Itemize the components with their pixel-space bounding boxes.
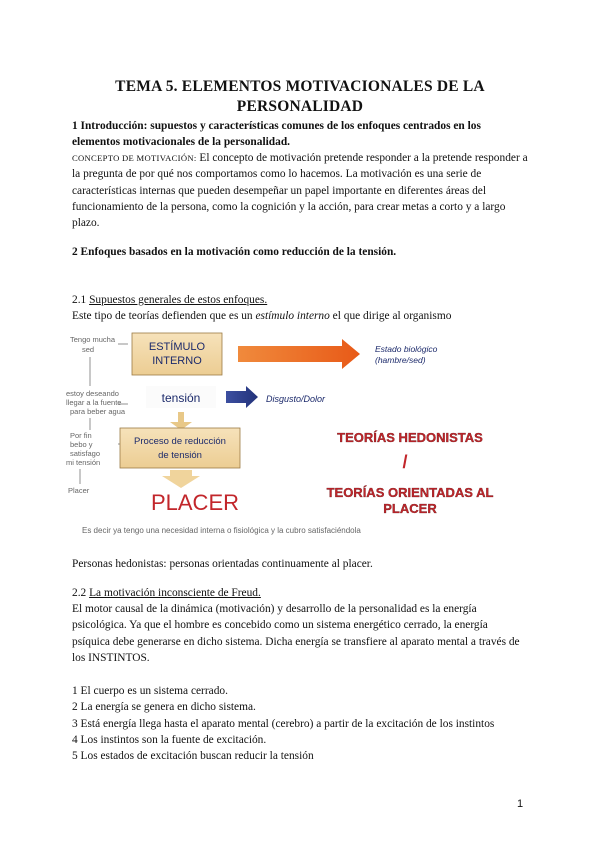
hand-note-1b: sed — [82, 345, 95, 354]
estado-line1: Estado biológico — [375, 344, 438, 354]
list-item: 5 Los estados de excitación buscan reducir la tensión — [72, 750, 314, 763]
hand-bottom-note: Es decir ya tengo una necesidad interna o fisiológica y la cubro satisfaciéndola — [82, 526, 361, 535]
subsection-2-1-heading — [72, 292, 528, 308]
page-title: TEMA 5. ELEMENTOS MOTIVACIONALES DE LA PERSONALIDAD — [115, 78, 485, 115]
concept-text: El concepto de motivación pretende responder a la pretende responder a la pregunta de por qué nos comportamos como lo hacemos. La motivación es una serie de características internas que pueden desempeñar un papel importante en diferentes áreas del funcionamiento de la persona, como la cognición y la acción, para crear metas a corto y a largo plazo. — [72, 152, 528, 230]
hand-note-3a: Por fin — [70, 431, 92, 440]
text-emphasis: estímulo interno — [255, 310, 330, 322]
orange-arrow — [238, 339, 360, 369]
hedonists-paragraph: Personas hedonistas: personas orientadas continuamente al placer. — [72, 558, 373, 570]
teorias-slash: / — [402, 452, 408, 472]
estimulo-line1: ESTÍMULO — [148, 341, 206, 353]
placer-label: PLACER — [150, 490, 240, 515]
list-item: 2 La energía se genera en dicho sistema. — [72, 701, 256, 714]
handwritten-notes — [66, 335, 126, 495]
hand-note-4: Placer — [68, 486, 90, 495]
text-part: Este tipo de teorías defienden que es un — [72, 310, 256, 322]
hand-note-3d: mi tensión — [66, 458, 101, 467]
section2-heading: 2 Enfoques basados en la motivación como reducción de la tensión. — [72, 246, 397, 258]
tension-label: tensión — [161, 391, 201, 405]
list-item: 4 Los instintos son la fuente de excitación. — [72, 733, 267, 746]
subsection-2-2-text: El motor causal de la dinámica (motivación) y desarrollo de la personalidad es la energía psicológica. Ya que el hombre es concebido como un sistema energético cerrado, la energía psíquica debe generarse en dicho sistema. Dicha energía se transfiere al aparato mental a través de los INSTINTOS. — [72, 603, 520, 664]
subsection-title: Supuestos generales de estos enfoques. — [89, 294, 268, 306]
proceso-line1: Proceso de reducción — [134, 436, 226, 447]
estado-line2: (hambre/sed) — [375, 355, 426, 365]
list-item: 3 Está energía llega hasta el aparato mental (cerebro) a partir de la excitación de los instintos — [72, 717, 495, 730]
concept-label: CONCEPTO DE MOTIVACIÓN: — [72, 153, 197, 163]
subsection-number: 2.1 — [72, 294, 90, 306]
hand-note-3c: satisfago — [70, 449, 101, 458]
page-number: 1 — [517, 798, 524, 810]
teorias-orientadas-line1: TEORÍAS ORIENTADAS AL — [326, 485, 494, 500]
blue-arrow — [226, 386, 258, 408]
teorias-hedonistas: TEORÍAS HEDONISTAS — [337, 430, 483, 445]
subsection-2-1-text — [72, 308, 528, 324]
subsection-number: 2.2 — [72, 587, 90, 599]
section1-heading: 1 Introducción: supuestos y características comunes de los enfoques centrados en los elementos motivacionales de la personalidad. — [72, 120, 481, 149]
estimulo-line2: INTERNO — [152, 355, 202, 367]
list-item: 1 El cuerpo es un sistema cerrado. — [72, 685, 228, 697]
proceso-box — [120, 412, 240, 488]
hand-note-2c: para beber agua — [70, 407, 126, 416]
proceso-line2: de tensión — [158, 450, 202, 461]
hand-note-2a: estoy deseando — [66, 389, 119, 398]
estimulo-interno-box — [132, 333, 222, 375]
text-part: el que dirige al organismo — [329, 310, 452, 322]
subsection-2-2-heading — [72, 585, 528, 601]
instinct-list — [72, 683, 528, 764]
disgusto-label: Disgusto/Dolor — [266, 394, 326, 404]
hand-note-3b: bebo y — [70, 440, 93, 449]
section1-paragraph — [72, 150, 528, 231]
teorias-orientadas-line2: PLACER — [383, 501, 437, 516]
hand-note-1a: Tengo mucha — [70, 335, 116, 344]
subsection-title: La motivación inconsciente de Freud. — [89, 587, 261, 599]
motivation-diagram — [60, 330, 540, 552]
hand-note-2b: llegar a la fuente — [66, 398, 122, 407]
